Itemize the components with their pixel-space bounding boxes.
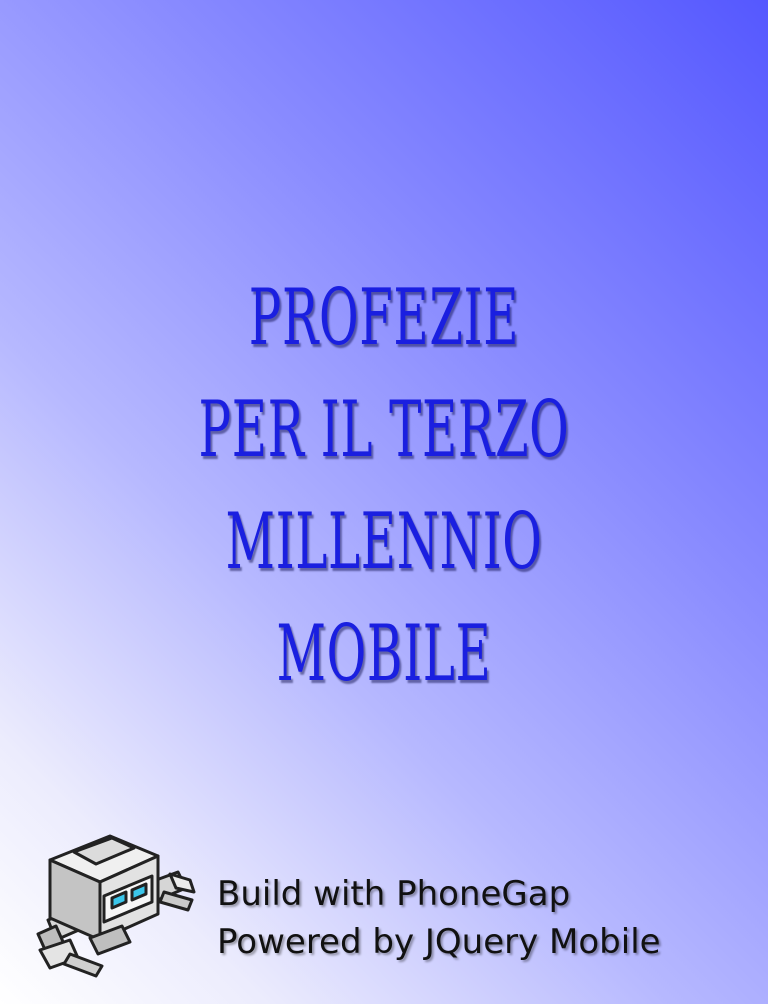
build-credit: Build with PhoneGap <box>217 874 571 914</box>
title-line-2: PER IL TERZO <box>198 385 570 475</box>
robot-icon <box>30 830 198 980</box>
powered-credit: Powered by JQuery Mobile <box>217 922 661 962</box>
credits-section <box>0 858 768 998</box>
title-line-3: MILLENNIO <box>225 497 543 587</box>
title-line-4: MOBILE <box>276 609 492 699</box>
credit-text <box>217 870 661 966</box>
title-line-1: PROFEZIE <box>248 273 520 363</box>
app-title <box>0 262 768 710</box>
